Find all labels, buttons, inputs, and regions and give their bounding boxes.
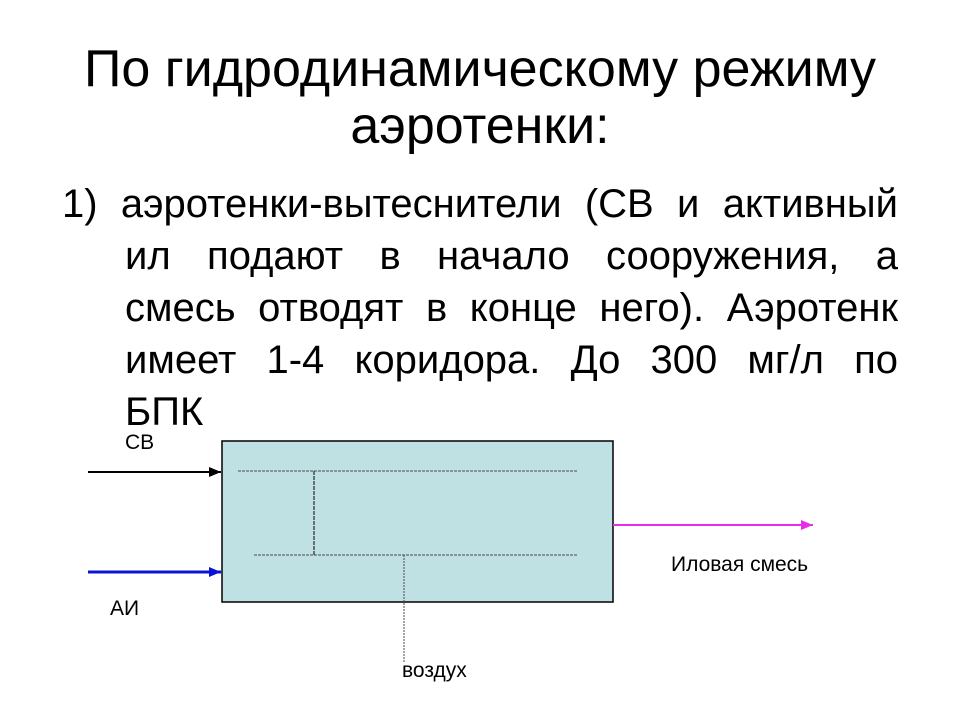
slide-title-line-2: аэротенки: [350,97,610,155]
activated-sludge-label: АИ [110,597,140,620]
body-line: ил подают в начало сооружения, а [125,234,898,278]
air-label: воздух [402,659,467,682]
body-line: БПК [125,390,204,434]
aerotank-tank [222,441,613,602]
body-line: смесь отводят в конце него). Аэротенк [125,286,898,330]
body-line: имеет 1-4 коридора. До 300 мг/л по [125,338,898,382]
sludge-mix-label: Иловая смесь [671,553,809,576]
wastewater-label: СВ [125,431,155,454]
body-line: 1) аэротенки-вытеснители (СВ и активный [62,182,898,226]
slide-title-line-1: По гидродинамическому режиму [83,40,877,98]
